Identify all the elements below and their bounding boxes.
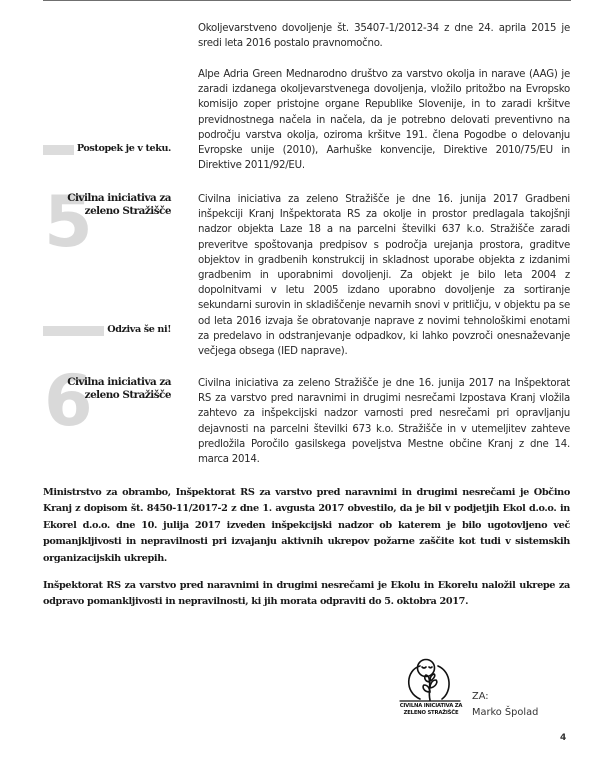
section-number-6: 6 xyxy=(44,360,93,442)
section-5-text: Civilna iniciativa za zeleno Stražišče je dne 16. junija 2017 Gradbeni inšpekciji Kranj Inšpektorata RS za okolje in prostor predlagala takojšnji nadzor objekta Laze 18 a na parcelni številki 637 k.o. Stražišče zaradi preveritve spoštovanja predpisov s področja urejanja prostora, graditve objektov in gradbenih konstrukcij in skladnost uporabe objekta z izdanimi gradbenim in uporabnimi dovoljenji. Za objekt je bilo leta 2004 z dopolnitvami v letu 2005 izdano uporabno dovoljenje za sortiranje sekundarni surovin in skladiščenje nevarnih snovi v pritličju, v objektu pa se od leta 2016 izvaja še obratovanje naprave z novimi tehnološkimi enotami za predelavo in odstranjevanje odpadkov, ki lahko povzroči onesnaževanje večjega obsega (IED naprave). xyxy=(198,194,570,358)
page-number: 4 xyxy=(560,733,567,743)
section-5-title-line2: zeleno Stražišče xyxy=(84,205,171,217)
section-5-title-line1: Civilna iniciativa za xyxy=(67,192,171,204)
section-5-title xyxy=(60,192,171,218)
top-rule xyxy=(43,0,571,1)
section-5-status-text: Odziva še ni! xyxy=(104,323,171,337)
logo-text-line1: CIVILNA INICIATIVA ZA xyxy=(399,703,463,709)
signature-name: Marko Špolad xyxy=(472,707,539,718)
closing-paragraph-2: Inšpektorat RS za varstvo pred naravnimi in drugimi nesrečami je Ekolu in Ekorelu naložil ukrepe za odpravo pomankljivosti in nepravilnosti, ki jih morata odpraviti do 5. oktobra 2017. xyxy=(43,580,570,608)
signature-for-label: ZA: xyxy=(472,691,489,702)
section-6-title xyxy=(60,376,171,402)
paragraph-permit: Okoljevarstveno dovoljenje št. 35407-1/2012-34 z dne 24. aprila 2015 je sredi leta 2016 postalo pravnomočno. xyxy=(198,23,570,50)
status-label-text: Postopek je v teku. xyxy=(74,142,171,156)
logo-text-line2: ZELENO STRAŽIŠČE xyxy=(403,710,459,716)
paragraph-aag-complaint: Alpe Adria Green Mednarodno društvo za varstvo okolja in narave (AAG) je zaradi izdanega okoljevarstvenega dovoljenja, vložilo pritožbo na Evropsko komisijo zoper pristojne organe Republike Slovenije, in to zaradi kršitve previdnostnega načela in načela, da je potrebno delovati preventivno na področju varstva okolja, oziroma kršitve 191. člena Pogodbe o delovanju Evropske unije (2010), Aarhuške konvencije, Direktive 2010/75/EU in Direktive 2011/92/EU. xyxy=(198,69,570,172)
section-number-5: 5 xyxy=(44,181,93,263)
status-label-bar xyxy=(43,145,171,155)
section-6-text: Civilna iniciativa za zeleno Stražišče je dne 16. junija 2017 na Inšpektorat RS za varstvo pred naravnimi in drugimi nesrečami Izpostava Kranj vložila zahtevo za inšpekcijski nadzor varnosti pred nesrečami pri opravljanju dejavnosti na parcelni številki 673 k.o. Stražišče in v utemeljitev zahteve predložila Poročilo gasilskega poveljstva Mestne občine Kranj z dne 14. marca 2014. xyxy=(198,378,570,466)
section-6-title-line2: zeleno Stražišče xyxy=(84,389,171,401)
section-6-title-line1: Civilna iniciativa za xyxy=(67,376,171,388)
section-5-status-bar xyxy=(43,326,171,336)
closing-paragraph-1: Ministrstvo za obrambo, Inšpektorat RS za varstvo pred naravnimi in drugimi nesrečami je Občino Kranj z dopisom št. 8450-11/2017-2 z dne 1. avgusta 2017 obvestilo, da je bil v podjetjih Ekol d.o.o. in Ekorel d.o.o. dne 10. julija 2017 izveden inšpekcijski nadzor ob katerem je bilo ugotovljeno več pomanjkljivosti in nepravilnosti pri izvajanju aktivnih ukrepov požarne zaščite kot tudi v sistemskih organizacijskih ukrepih. xyxy=(43,487,570,564)
